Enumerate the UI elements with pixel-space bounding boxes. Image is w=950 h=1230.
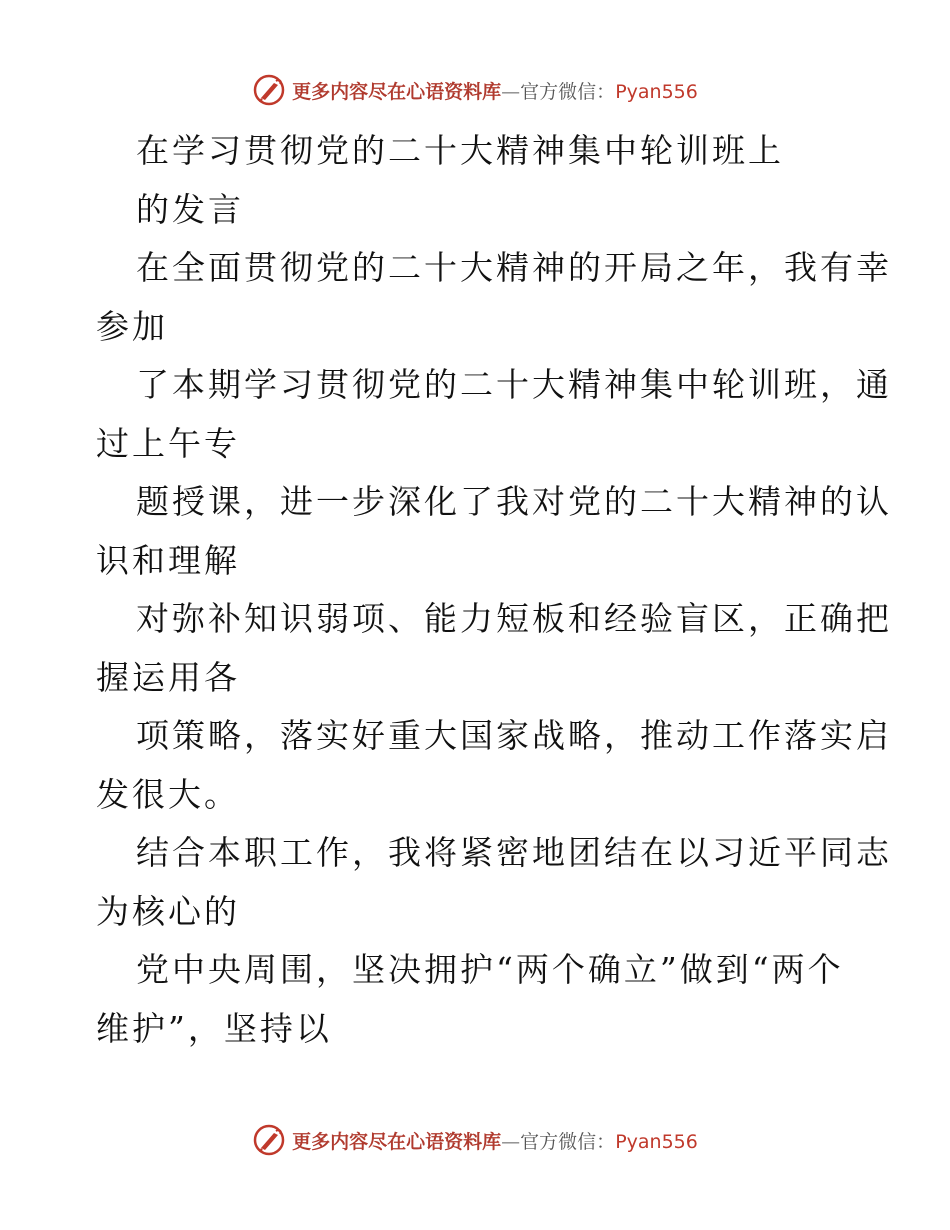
header-wechat-id: Pyan556 <box>615 80 698 103</box>
text-line: 识和理解 <box>96 540 240 580</box>
text-line: 了本期学习贯彻党的二十大精神集中轮训班，通 <box>136 365 892 404</box>
document-body <box>96 122 892 1058</box>
footer-dash: — <box>501 1130 521 1153</box>
text-line: 在学习贯彻党的二十大精神集中轮训班上 <box>136 131 784 170</box>
text-line: 项策略，落实好重大国家战略，推动工作落实启 <box>136 716 892 755</box>
footer-wechat-label: 官方微信： <box>520 1130 616 1153</box>
quill-pen-logo-icon <box>252 1123 286 1157</box>
header-dash: — <box>501 80 521 103</box>
text-line: 党中央周围，坚决拥护“两个确立”做到“两个 <box>136 950 844 989</box>
text-line: 题授课，进一步深化了我对党的二十大精神的认 <box>136 482 892 521</box>
header-brand-text: 更多内容尽在心语资料库 <box>292 80 502 103</box>
text-line: 的发言 <box>136 189 244 229</box>
footer-brand-text: 更多内容尽在心语资料库 <box>292 1130 502 1153</box>
header-wechat-label: 官方微信： <box>520 80 616 103</box>
text-line: 为核心的 <box>96 891 240 931</box>
text-line: 握运用各 <box>96 657 240 697</box>
text-line: 维护”，坚持以 <box>96 1008 332 1048</box>
footer-wechat-id: Pyan556 <box>615 1130 698 1153</box>
text-line: 过上午专 <box>96 423 240 463</box>
text-line: 结合本职工作，我将紧密地团结在以习近平同志 <box>136 833 892 872</box>
text-line: 发很大。 <box>96 774 240 814</box>
quill-pen-logo-icon <box>252 73 286 107</box>
text-line: 在全面贯彻党的二十大精神的开局之年，我有幸 <box>136 248 892 287</box>
text-line: 对弥补知识弱项、能力短板和经验盲区，正确把 <box>136 599 892 638</box>
text-line: 参加 <box>96 306 168 346</box>
header-watermark <box>0 70 950 110</box>
footer-watermark <box>0 1120 950 1160</box>
